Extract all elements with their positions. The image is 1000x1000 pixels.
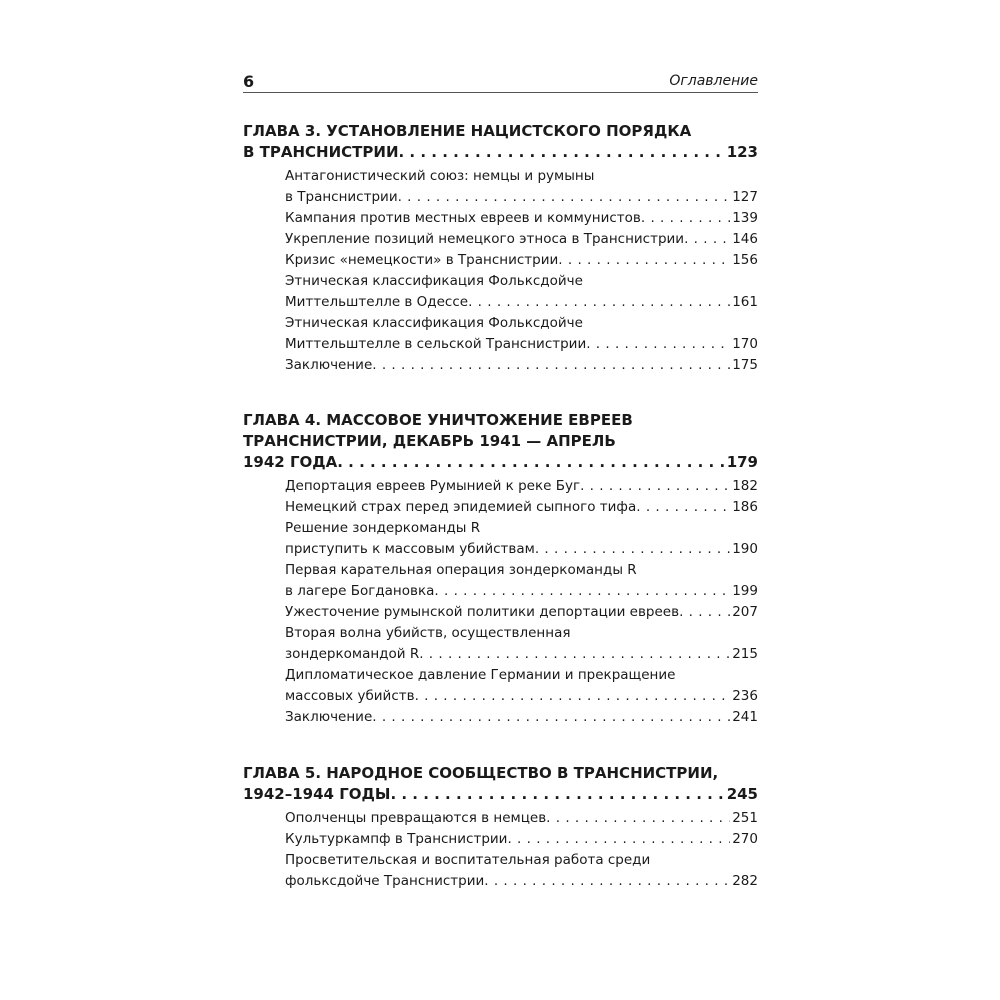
toc-entry: Культуркампф в Транснистрии . . . 270	[285, 831, 758, 852]
toc-entry: Миттельштелле в сельской Транснистрии . . . 170	[285, 336, 758, 357]
chapter-entries	[243, 810, 758, 894]
dot-leader	[399, 143, 724, 161]
toc-entry: Кризис «немецкости» в Транснистрии . . . 156	[285, 252, 758, 273]
toc-entry-line: Решение зондеркоманды R	[285, 520, 481, 536]
toc-entry-line: Этническая классификация Фольксдойче	[285, 273, 583, 289]
toc-entry: Заключение . . . 175	[285, 357, 758, 378]
toc-entry-line: Первая карательная операция зондеркоманды R	[285, 562, 637, 578]
dot-leader	[337, 453, 723, 471]
toc-entry: фольксдойче Транснистрии . . . 282	[285, 873, 758, 894]
chapter-page: 123	[726, 143, 758, 161]
chapter-page: 179	[726, 453, 758, 471]
chapter-entries	[243, 478, 758, 730]
toc-entry: Кампания против местных евреев и коммунистов . . . 139	[285, 210, 758, 231]
chapter-title: ГЛАВА 3. УСТАНОВЛЕНИЕ НАЦИСТСКОГО ПОРЯДКА	[243, 122, 692, 140]
chapter-entries	[243, 168, 758, 378]
toc-entry: зондеркомандой R . . . 215	[285, 646, 758, 667]
page-number: 6	[243, 72, 255, 91]
chapter-title: ТРАНСНИСТРИИ, ДЕКАБРЬ 1941 — АПРЕЛЬ	[243, 432, 616, 450]
toc-entry: Заключение . . . 241	[285, 709, 758, 730]
chapter-3	[243, 122, 758, 378]
chapter-4	[243, 411, 758, 730]
chapter-title-last-line: 1942–1944 ГОДЫ . . . 245	[243, 785, 758, 806]
toc-entry: Немецкий страх перед эпидемией сыпного тифа . . . 186	[285, 499, 758, 520]
chapter-title-last-line: В ТРАНСНИСТРИИ . . . 123	[243, 143, 758, 164]
toc-entry: в лагере Богдановка . . . 199	[285, 583, 758, 604]
chapter-title: ГЛАВА 4. МАССОВОЕ УНИЧТОЖЕНИЕ ЕВРЕЕВ	[243, 411, 633, 429]
toc-entry: Депортация евреев Румынией к реке Буг . . . 182	[285, 478, 758, 499]
running-head: Оглавление	[669, 73, 758, 89]
toc-entry: массовых убийств . . . 236	[285, 688, 758, 709]
toc-entry-line: Антагонистический союз: немцы и румыны	[285, 168, 595, 184]
toc-entry-line: Этническая классификация Фольксдойче	[285, 315, 583, 331]
chapter-title-last-line: 1942 ГОДА . . . 179	[243, 453, 758, 474]
toc-entry-line: Просветительская и воспитательная работа среди	[285, 852, 651, 868]
toc-entry-line: Вторая волна убийств, осуществленная	[285, 625, 571, 641]
chapter-page: 245	[726, 785, 758, 803]
toc-entry-line: Дипломатическое давление Германии и прекращение	[285, 667, 676, 683]
toc-entry: приступить к массовым убийствам . . . 190	[285, 541, 758, 562]
toc-entry: Укрепление позиций немецкого этноса в Транснистрии . . . 146	[285, 231, 758, 252]
toc-entry: в Транснистрии . . . 127	[285, 189, 758, 210]
chapter-title: ГЛАВА 5. НАРОДНОЕ СООБЩЕСТВО В ТРАНСНИСТРИИ,	[243, 764, 719, 782]
dot-leader	[390, 785, 723, 803]
chapter-5	[243, 764, 758, 894]
page-header	[243, 70, 758, 93]
toc-entry: Ополченцы превращаются в немцев . . . 251	[285, 810, 758, 831]
toc-entry: Ужесточение румынской политики депортации евреев . . . 207	[285, 604, 758, 625]
toc-entry: Миттельштелле в Одессе . . . 161	[285, 294, 758, 315]
